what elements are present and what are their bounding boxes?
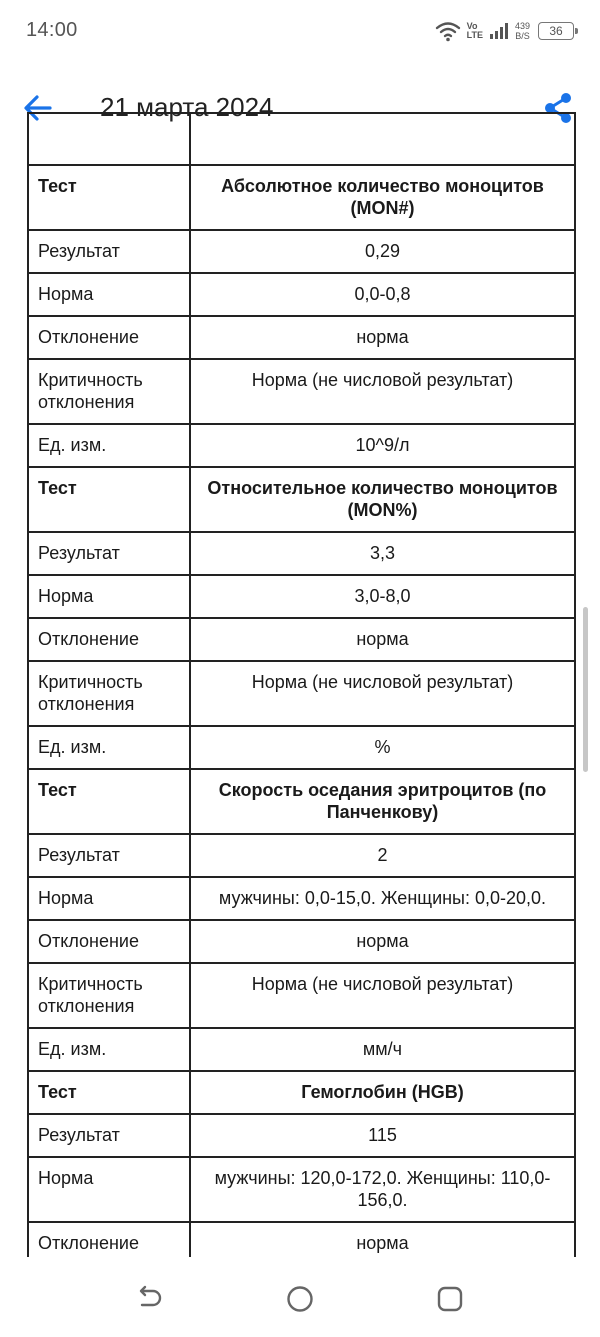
table-row-deviation [28, 316, 575, 359]
table-row-norm [28, 273, 575, 316]
unit-value: % [190, 726, 575, 769]
criticality-label: Критичность отклонения [28, 963, 190, 1028]
criticality-value: Норма (не числовой результат) [190, 963, 575, 1028]
criticality-value: Норма (не числовой результат) [190, 661, 575, 726]
result-value: 2 [190, 834, 575, 877]
table-row-deviation [28, 920, 575, 963]
deviation-value: норма [190, 920, 575, 963]
page-title: 21 марта 2024 [100, 92, 274, 122]
deviation-label: Отклонение [28, 920, 190, 963]
norm-value: 0,0-0,8 [190, 273, 575, 316]
table-row-result [28, 532, 575, 575]
unit-value: 10^9/л [190, 424, 575, 467]
test-label: Тест [28, 1071, 190, 1114]
wifi-icon [435, 20, 461, 42]
criticality-value: Норма (не числовой результат) [190, 359, 575, 424]
table-row-test [28, 467, 575, 532]
test-name: Относительное количество моноцитов (MON%) [190, 467, 575, 532]
norm-value: 3,0-8,0 [190, 575, 575, 618]
battery-level: 36 [549, 24, 563, 38]
deviation-label: Отклонение [28, 618, 190, 661]
criticality-label: Критичность отклонения [28, 661, 190, 726]
norm-value: мужчины: 120,0-172,0. Женщины: 110,0-156,0. [190, 1157, 575, 1222]
test-label: Тест [28, 769, 190, 834]
deviation-value: норма [190, 316, 575, 359]
norm-label: Норма [28, 575, 190, 618]
result-label: Результат [28, 532, 190, 575]
unit-label: Ед. изм. [28, 1028, 190, 1071]
status-time: 14:00 [26, 19, 78, 41]
criticality-label: Критичность отклонения [28, 359, 190, 424]
nav-home-button[interactable] [284, 1283, 316, 1315]
volte-indicator [467, 22, 483, 40]
status-icons [435, 18, 574, 44]
test-label: Тест [28, 467, 190, 532]
table-row-unit [28, 726, 575, 769]
norm-label: Норма [28, 1157, 190, 1222]
net-speed-value: 439 [514, 21, 530, 31]
net-speed-unit: B/S [515, 31, 530, 41]
nav-recents-button[interactable] [434, 1283, 466, 1315]
result-value: 3,3 [190, 532, 575, 575]
table-row-deviation [28, 618, 575, 661]
norm-value: мужчины: 0,0-15,0. Женщины: 0,0-20,0. [190, 877, 575, 920]
nav-back-button[interactable] [134, 1283, 166, 1315]
table-row-norm [28, 575, 575, 618]
deviation-value: норма [190, 1222, 575, 1265]
result-label: Результат [28, 1114, 190, 1157]
table-row-norm [28, 877, 575, 920]
test-label: Тест [28, 165, 190, 230]
results-table-wrap [27, 112, 574, 1329]
test-name: Скорость оседания эритроцитов (по Панченкову) [190, 769, 575, 834]
table-row-criticality [28, 359, 575, 424]
system-nav-bar [0, 1257, 600, 1337]
volte-top: Vo [466, 21, 478, 31]
test-name: Гемоглобин (HGB) [190, 1071, 575, 1114]
volte-bottom: LTE [466, 30, 483, 40]
status-bar [0, 0, 600, 62]
unit-label: Ед. изм. [28, 424, 190, 467]
table-row-norm [28, 1157, 575, 1222]
unit-value: мм/ч [190, 1028, 575, 1071]
nav-recents-icon [436, 1285, 464, 1313]
table-row-test [28, 165, 575, 230]
table-row-criticality [28, 661, 575, 726]
deviation-label: Отклонение [28, 1222, 190, 1265]
results-table [27, 112, 576, 1329]
table-row-test [28, 1071, 575, 1114]
deviation-label: Отклонение [28, 316, 190, 359]
norm-label: Норма [28, 273, 190, 316]
table-row-result [28, 834, 575, 877]
scrollbar-thumb[interactable] [583, 607, 588, 772]
deviation-value: норма [190, 618, 575, 661]
norm-label: Норма [28, 877, 190, 920]
nav-back-icon [136, 1286, 164, 1312]
result-value: 115 [190, 1114, 575, 1157]
unit-label: Ед. изм. [28, 726, 190, 769]
table-row-result [28, 230, 575, 273]
result-label: Результат [28, 230, 190, 273]
test-name: Абсолютное количество моноцитов (MON#) [190, 165, 575, 230]
table-row-criticality [28, 963, 575, 1028]
table-row-unit [28, 1028, 575, 1071]
table-cell [190, 113, 575, 165]
results-scroll-area[interactable] [0, 152, 600, 1257]
signal-icon [489, 22, 509, 40]
table-row-test [28, 769, 575, 834]
result-label: Результат [28, 834, 190, 877]
table-row-partial [28, 113, 575, 165]
battery-icon [538, 22, 574, 40]
net-speed [515, 21, 530, 41]
table-cell [28, 113, 190, 165]
table-row-result [28, 1114, 575, 1157]
result-value: 0,29 [190, 230, 575, 273]
nav-home-icon [286, 1285, 314, 1313]
table-row-unit [28, 424, 575, 467]
